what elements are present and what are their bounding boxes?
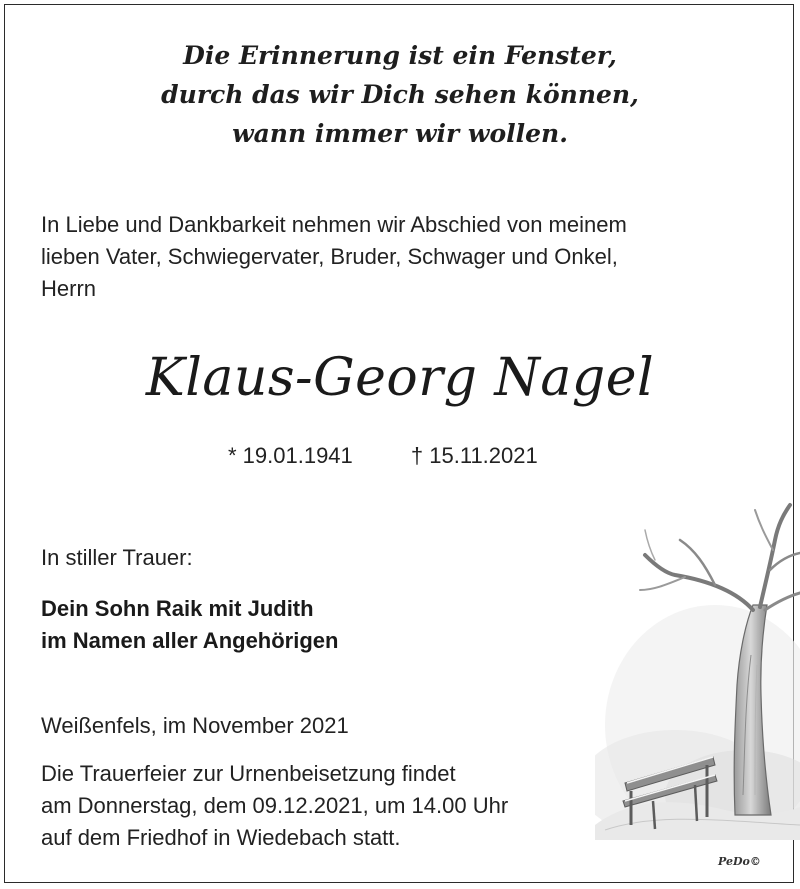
place-and-date: Weißenfels, im November 2021 — [41, 713, 349, 738]
funeral-line: am Donnerstag, dem 09.12.2021, um 14.00 Uhr — [41, 793, 509, 818]
quote-line: Die Erinnerung ist ein Fenster, — [183, 41, 617, 70]
quote-line: durch das wir Dich sehen können, — [161, 80, 639, 109]
deceased-name: Klaus-Georg Nagel — [145, 348, 655, 408]
tree-with-bench-illustration — [595, 495, 800, 840]
family-line: im Namen aller Angehörigen — [41, 628, 339, 653]
birth-date: * 19.01.1941 — [228, 443, 353, 468]
intro-line: In Liebe und Dankbarkeit nehmen wir Abschied von meinem — [41, 212, 627, 237]
funeral-line: Die Trauerfeier zur Urnenbeisetzung findet — [41, 761, 456, 786]
artist-signature: PeDo© — [718, 855, 761, 868]
bereaved-family — [41, 593, 338, 657]
death-date: † 15.11.2021 — [410, 443, 538, 468]
funeral-notice — [41, 758, 508, 854]
family-line: Dein Sohn Raik mit Judith — [41, 596, 314, 621]
funeral-line: auf dem Friedhof in Wiedebach statt. — [41, 825, 401, 850]
intro-line: Herrn — [41, 276, 97, 301]
life-dates — [228, 442, 538, 470]
mourning-heading: In stiller Trauer: — [41, 545, 193, 570]
intro-line: lieben Vater, Schwiegervater, Bruder, Schwager und Onkel, — [41, 244, 618, 269]
memorial-quote — [0, 36, 800, 153]
quote-line: wann immer wir wollen. — [232, 119, 568, 148]
farewell-intro — [41, 209, 761, 305]
